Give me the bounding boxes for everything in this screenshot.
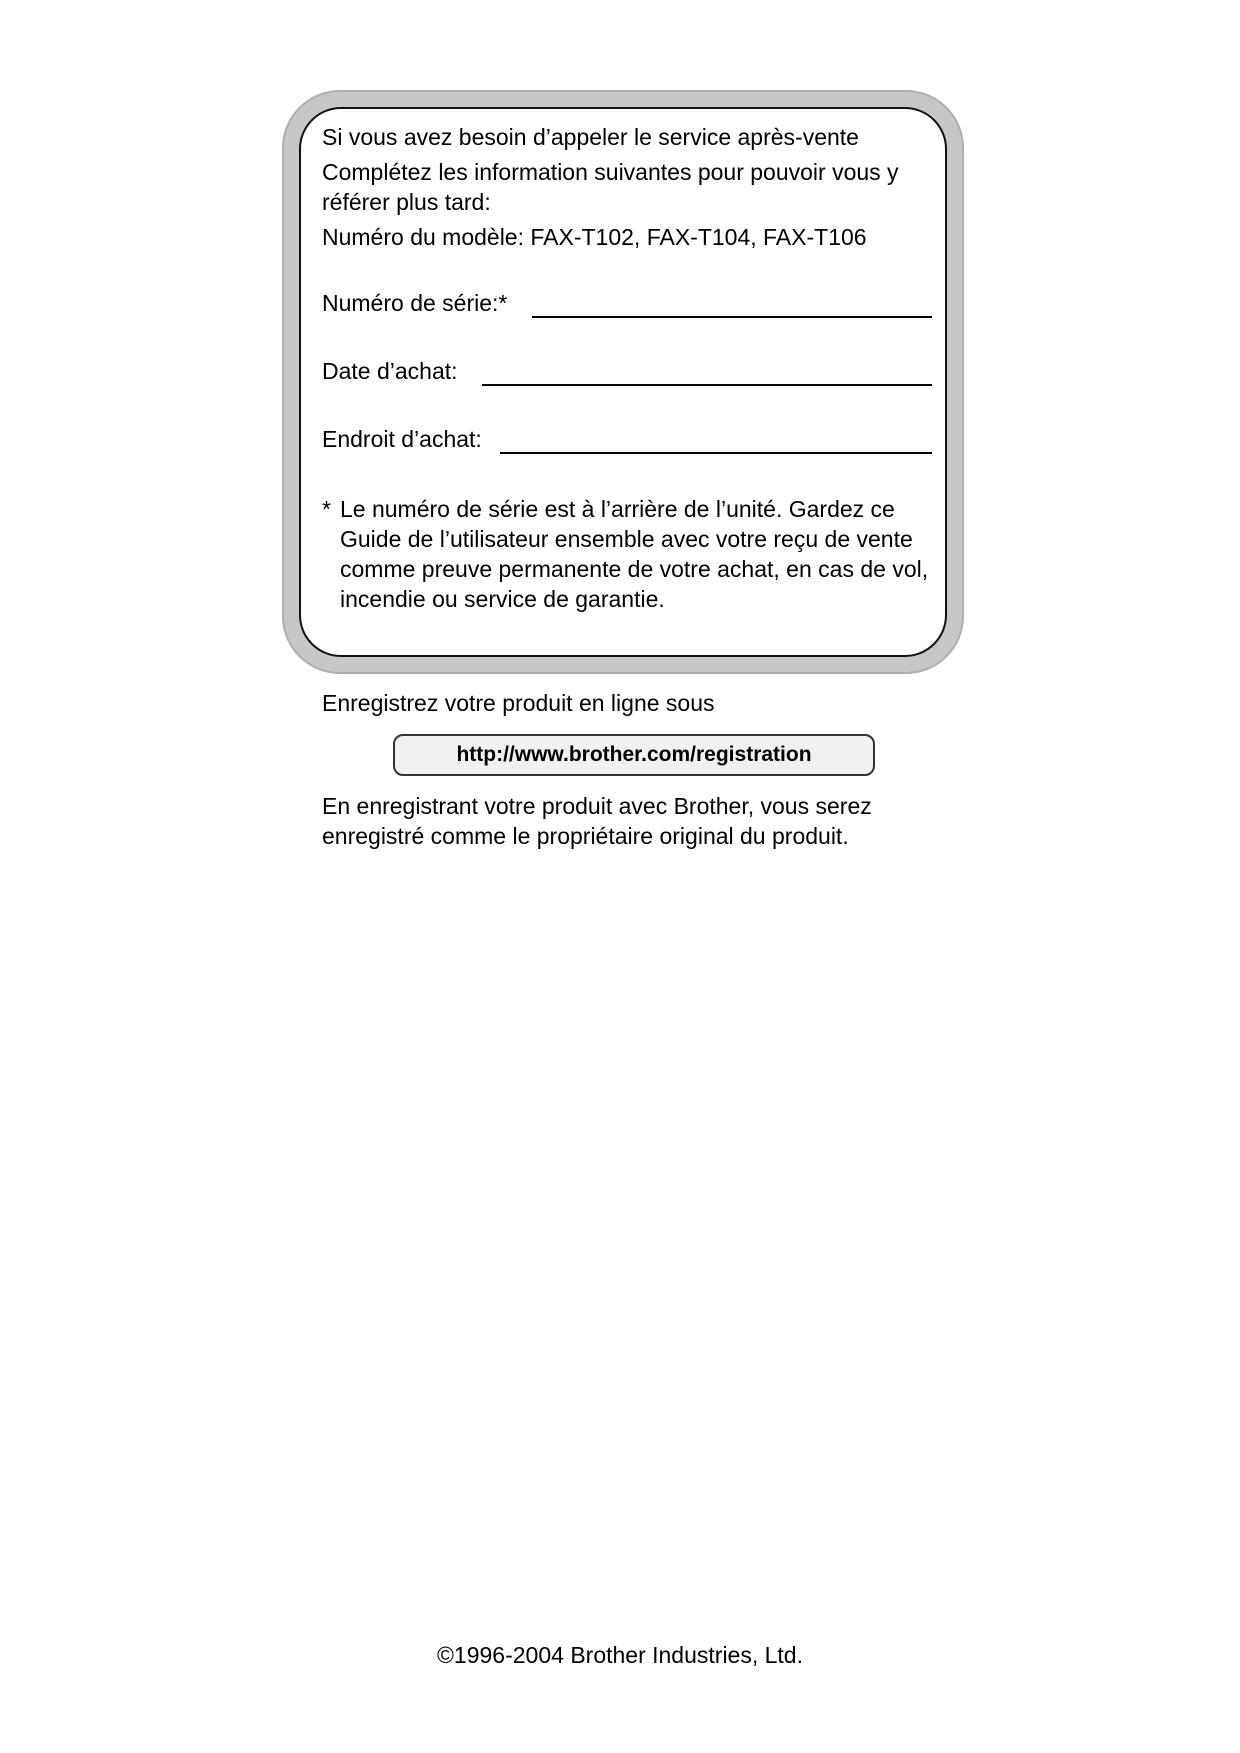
- intro-line-1: Complétez les information suivantes pour pouvoir vous y: [322, 159, 899, 185]
- registration-url-link[interactable]: http://www.brother.com/registration: [393, 734, 875, 776]
- purchase-place-blank-line[interactable]: [500, 452, 932, 454]
- intro-line-2: référer plus tard:: [322, 189, 491, 215]
- serial-number-field[interactable]: [322, 288, 932, 322]
- purchase-place-label: Endroit d’achat:: [322, 426, 482, 452]
- service-heading: Si vous avez besoin d’appeler le service après-vente: [322, 124, 859, 150]
- copyright-footer: ©1996-2004 Brother Industries, Ltd.: [436, 1642, 803, 1668]
- purchase-date-field[interactable]: [322, 356, 932, 390]
- model-number-line: Numéro du modèle: FAX-T102, FAX-T104, FAX-T106: [322, 224, 867, 250]
- registration-prompt: Enregistrez votre produit en ligne sous: [322, 690, 715, 716]
- purchase-date-blank-line[interactable]: [482, 384, 932, 386]
- registration-text-line-2: enregistré comme le propriétaire original du produit.: [322, 823, 849, 849]
- note-asterisk: *: [322, 496, 331, 522]
- serial-number-label: Numéro de série:*: [322, 290, 508, 316]
- purchase-date-label: Date d’achat:: [322, 358, 458, 384]
- note-text: Le numéro de série est à l’arrière de l’unité. Gardez ce Guide de l’utilisateur ensemble avec votre reçu de vente comme preuve permanente de votre achat, en cas de vol, incendie ou service de garantie.: [340, 496, 929, 612]
- serial-number-blank-line[interactable]: [532, 316, 932, 318]
- registration-text-line-1: En enregistrant votre produit avec Brother, vous serez: [322, 793, 872, 819]
- purchase-place-field[interactable]: [322, 424, 932, 458]
